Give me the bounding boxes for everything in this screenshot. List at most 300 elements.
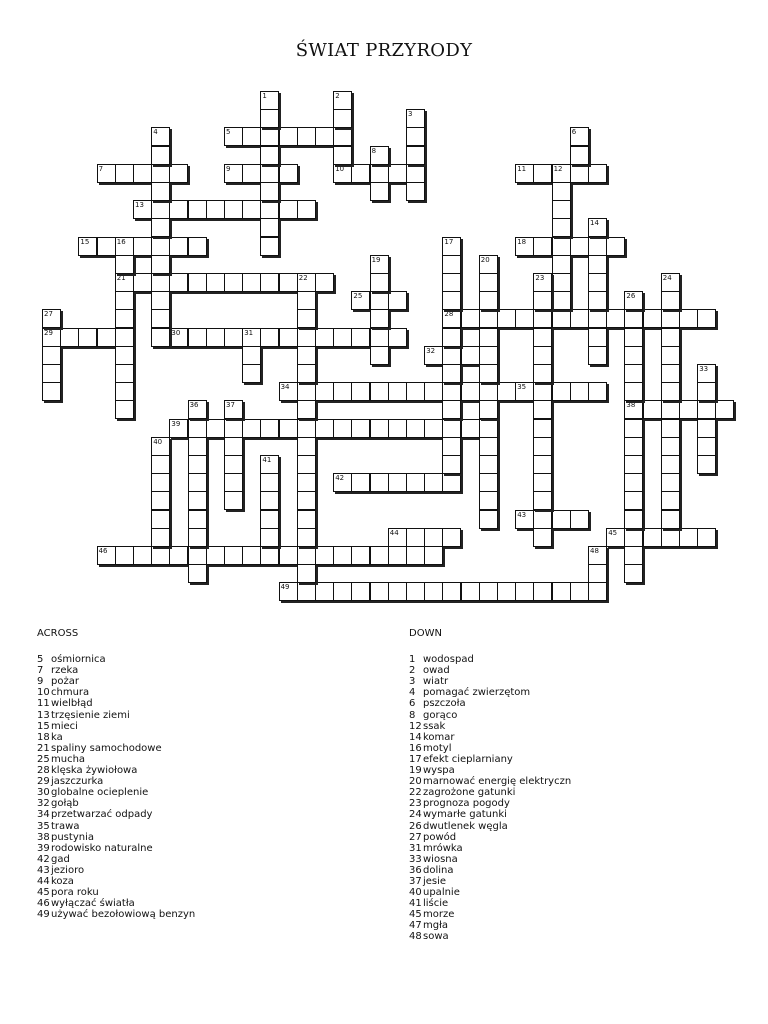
crossword-cell[interactable] [533, 510, 552, 529]
crossword-cell[interactable] [370, 582, 389, 601]
crossword-cell[interactable] [133, 273, 152, 292]
crossword-cell[interactable] [115, 546, 134, 565]
crossword-cell[interactable] [151, 237, 170, 256]
crossword-cell[interactable] [333, 546, 352, 565]
crossword-cell[interactable] [188, 200, 207, 219]
crossword-cell[interactable] [315, 273, 334, 292]
crossword-cell[interactable] [606, 237, 625, 256]
crossword-cell[interactable] [461, 309, 480, 328]
crossword-cell[interactable] [624, 564, 643, 583]
crossword-cell[interactable] [588, 255, 607, 274]
crossword-cell[interactable] [206, 419, 225, 438]
crossword-cell[interactable] [242, 273, 261, 292]
crossword-cell[interactable] [406, 146, 425, 165]
crossword-cell[interactable] [588, 273, 607, 292]
crossword-cell[interactable] [388, 528, 407, 547]
crossword-cell[interactable] [315, 127, 334, 146]
crossword-cell[interactable] [442, 419, 461, 438]
crossword-cell[interactable] [552, 218, 571, 237]
crossword-cell[interactable] [151, 473, 170, 492]
crossword-cell[interactable] [333, 164, 352, 183]
crossword-cell[interactable] [370, 382, 389, 401]
crossword-cell[interactable] [42, 328, 61, 347]
crossword-cell[interactable] [442, 328, 461, 347]
crossword-cell[interactable] [188, 237, 207, 256]
crossword-cell[interactable] [461, 346, 480, 365]
crossword-cell[interactable] [351, 546, 370, 565]
crossword-cell[interactable] [552, 510, 571, 529]
crossword-cell[interactable] [133, 164, 152, 183]
crossword-cell[interactable] [552, 255, 571, 274]
crossword-cell[interactable] [479, 400, 498, 419]
crossword-cell[interactable] [533, 164, 552, 183]
crossword-cell[interactable] [479, 255, 498, 274]
crossword-cell[interactable] [315, 328, 334, 347]
crossword-cell[interactable] [588, 582, 607, 601]
crossword-cell[interactable] [260, 473, 279, 492]
crossword-cell[interactable] [442, 455, 461, 474]
crossword-cell[interactable] [224, 473, 243, 492]
crossword-cell[interactable] [297, 419, 316, 438]
crossword-cell[interactable] [442, 237, 461, 256]
crossword-cell[interactable] [370, 146, 389, 165]
crossword-cell[interactable] [515, 237, 534, 256]
crossword-cell[interactable] [570, 510, 589, 529]
crossword-cell[interactable] [370, 346, 389, 365]
crossword-cell[interactable] [442, 437, 461, 456]
crossword-cell[interactable] [406, 182, 425, 201]
crossword-cell[interactable] [151, 455, 170, 474]
crossword-cell[interactable] [588, 218, 607, 237]
crossword-cell[interactable] [697, 309, 716, 328]
crossword-cell[interactable] [624, 419, 643, 438]
crossword-cell[interactable] [661, 528, 680, 547]
crossword-cell[interactable] [424, 382, 443, 401]
crossword-cell[interactable] [151, 255, 170, 274]
crossword-cell[interactable] [297, 273, 316, 292]
crossword-cell[interactable] [260, 182, 279, 201]
crossword-cell[interactable] [115, 291, 134, 310]
crossword-cell[interactable] [133, 200, 152, 219]
crossword-cell[interactable] [588, 546, 607, 565]
crossword-cell[interactable] [643, 400, 662, 419]
crossword-cell[interactable] [260, 328, 279, 347]
crossword-cell[interactable] [661, 328, 680, 347]
crossword-cell[interactable] [97, 164, 116, 183]
crossword-cell[interactable] [151, 218, 170, 237]
crossword-cell[interactable] [442, 255, 461, 274]
crossword-cell[interactable] [497, 309, 516, 328]
crossword-cell[interactable] [260, 109, 279, 128]
crossword-cell[interactable] [661, 491, 680, 510]
crossword-cell[interactable] [224, 546, 243, 565]
crossword-cell[interactable] [297, 364, 316, 383]
crossword-cell[interactable] [351, 419, 370, 438]
crossword-cell[interactable] [679, 400, 698, 419]
crossword-cell[interactable] [533, 400, 552, 419]
crossword-cell[interactable] [370, 164, 389, 183]
crossword-cell[interactable] [406, 546, 425, 565]
crossword-cell[interactable] [661, 400, 680, 419]
crossword-cell[interactable] [188, 328, 207, 347]
crossword-cell[interactable] [297, 291, 316, 310]
crossword-cell[interactable] [570, 237, 589, 256]
crossword-cell[interactable] [533, 328, 552, 347]
crossword-cell[interactable] [297, 346, 316, 365]
crossword-cell[interactable] [151, 546, 170, 565]
crossword-cell[interactable] [479, 437, 498, 456]
crossword-cell[interactable] [224, 164, 243, 183]
crossword-cell[interactable] [42, 346, 61, 365]
crossword-cell[interactable] [552, 182, 571, 201]
crossword-cell[interactable] [297, 382, 316, 401]
crossword-cell[interactable] [151, 164, 170, 183]
crossword-cell[interactable] [370, 291, 389, 310]
crossword-cell[interactable] [406, 419, 425, 438]
crossword-cell[interactable] [224, 127, 243, 146]
crossword-cell[interactable] [370, 328, 389, 347]
crossword-cell[interactable] [333, 91, 352, 110]
crossword-cell[interactable] [206, 328, 225, 347]
crossword-cell[interactable] [151, 200, 170, 219]
crossword-cell[interactable] [151, 510, 170, 529]
crossword-cell[interactable] [297, 564, 316, 583]
crossword-cell[interactable] [533, 419, 552, 438]
crossword-cell[interactable] [661, 309, 680, 328]
crossword-cell[interactable] [679, 528, 698, 547]
crossword-cell[interactable] [370, 273, 389, 292]
crossword-cell[interactable] [406, 109, 425, 128]
crossword-cell[interactable] [661, 273, 680, 292]
crossword-cell[interactable] [115, 164, 134, 183]
crossword-cell[interactable] [479, 291, 498, 310]
crossword-cell[interactable] [533, 346, 552, 365]
crossword-cell[interactable] [279, 273, 298, 292]
crossword-cell[interactable] [461, 419, 480, 438]
crossword-cell[interactable] [661, 364, 680, 383]
crossword-cell[interactable] [151, 146, 170, 165]
crossword-cell[interactable] [533, 582, 552, 601]
crossword-cell[interactable] [242, 328, 261, 347]
crossword-cell[interactable] [388, 291, 407, 310]
crossword-cell[interactable] [643, 309, 662, 328]
crossword-cell[interactable] [679, 309, 698, 328]
crossword-cell[interactable] [643, 528, 662, 547]
crossword-cell[interactable] [442, 309, 461, 328]
crossword-cell[interactable] [188, 491, 207, 510]
crossword-cell[interactable] [697, 382, 716, 401]
crossword-cell[interactable] [151, 328, 170, 347]
crossword-cell[interactable] [188, 510, 207, 529]
crossword-cell[interactable] [260, 200, 279, 219]
crossword-cell[interactable] [151, 309, 170, 328]
crossword-cell[interactable] [697, 455, 716, 474]
crossword-cell[interactable] [515, 582, 534, 601]
crossword-cell[interactable] [515, 309, 534, 328]
crossword-cell[interactable] [479, 455, 498, 474]
crossword-cell[interactable] [479, 309, 498, 328]
crossword-cell[interactable] [97, 546, 116, 565]
crossword-cell[interactable] [260, 218, 279, 237]
crossword-cell[interactable] [333, 419, 352, 438]
crossword-cell[interactable] [442, 400, 461, 419]
crossword-cell[interactable] [424, 528, 443, 547]
crossword-cell[interactable] [697, 400, 716, 419]
crossword-cell[interactable] [97, 237, 116, 256]
crossword-cell[interactable] [279, 419, 298, 438]
crossword-cell[interactable] [624, 491, 643, 510]
crossword-cell[interactable] [370, 546, 389, 565]
crossword-cell[interactable] [151, 273, 170, 292]
crossword-cell[interactable] [406, 164, 425, 183]
crossword-cell[interactable] [351, 473, 370, 492]
crossword-cell[interactable] [479, 419, 498, 438]
crossword-cell[interactable] [224, 437, 243, 456]
crossword-cell[interactable] [533, 273, 552, 292]
crossword-cell[interactable] [588, 328, 607, 347]
crossword-cell[interactable] [624, 346, 643, 365]
crossword-cell[interactable] [351, 328, 370, 347]
crossword-cell[interactable] [624, 328, 643, 347]
crossword-cell[interactable] [697, 437, 716, 456]
crossword-cell[interactable] [624, 473, 643, 492]
crossword-cell[interactable] [442, 346, 461, 365]
crossword-cell[interactable] [279, 382, 298, 401]
crossword-cell[interactable] [242, 127, 261, 146]
crossword-cell[interactable] [370, 473, 389, 492]
crossword-cell[interactable] [697, 364, 716, 383]
crossword-cell[interactable] [570, 382, 589, 401]
crossword-cell[interactable] [242, 419, 261, 438]
crossword-cell[interactable] [169, 328, 188, 347]
crossword-cell[interactable] [279, 328, 298, 347]
crossword-cell[interactable] [552, 382, 571, 401]
crossword-cell[interactable] [297, 510, 316, 529]
crossword-cell[interactable] [424, 346, 443, 365]
crossword-cell[interactable] [333, 473, 352, 492]
crossword-cell[interactable] [479, 273, 498, 292]
crossword-cell[interactable] [533, 364, 552, 383]
crossword-cell[interactable] [297, 528, 316, 547]
crossword-cell[interactable] [188, 546, 207, 565]
crossword-cell[interactable] [333, 582, 352, 601]
crossword-cell[interactable] [406, 582, 425, 601]
crossword-cell[interactable] [333, 109, 352, 128]
crossword-cell[interactable] [206, 546, 225, 565]
crossword-cell[interactable] [515, 382, 534, 401]
crossword-cell[interactable] [224, 200, 243, 219]
crossword-cell[interactable] [552, 291, 571, 310]
crossword-cell[interactable] [388, 546, 407, 565]
crossword-cell[interactable] [297, 200, 316, 219]
crossword-cell[interactable] [552, 200, 571, 219]
crossword-cell[interactable] [260, 273, 279, 292]
crossword-cell[interactable] [497, 382, 516, 401]
crossword-cell[interactable] [442, 528, 461, 547]
crossword-cell[interactable] [115, 400, 134, 419]
crossword-cell[interactable] [515, 510, 534, 529]
crossword-cell[interactable] [479, 382, 498, 401]
crossword-cell[interactable] [297, 546, 316, 565]
crossword-cell[interactable] [115, 237, 134, 256]
crossword-cell[interactable] [624, 546, 643, 565]
crossword-cell[interactable] [224, 419, 243, 438]
crossword-cell[interactable] [242, 546, 261, 565]
crossword-cell[interactable] [388, 328, 407, 347]
crossword-cell[interactable] [533, 291, 552, 310]
crossword-cell[interactable] [151, 182, 170, 201]
crossword-cell[interactable] [588, 164, 607, 183]
crossword-cell[interactable] [479, 582, 498, 601]
crossword-cell[interactable] [588, 309, 607, 328]
crossword-cell[interactable] [570, 127, 589, 146]
crossword-cell[interactable] [479, 510, 498, 529]
crossword-cell[interactable] [661, 346, 680, 365]
crossword-cell[interactable] [333, 127, 352, 146]
crossword-cell[interactable] [533, 437, 552, 456]
crossword-cell[interactable] [242, 200, 261, 219]
crossword-cell[interactable] [115, 273, 134, 292]
crossword-cell[interactable] [151, 437, 170, 456]
crossword-cell[interactable] [461, 382, 480, 401]
crossword-cell[interactable] [479, 346, 498, 365]
crossword-cell[interactable] [715, 400, 734, 419]
crossword-cell[interactable] [260, 419, 279, 438]
crossword-cell[interactable] [697, 528, 716, 547]
crossword-cell[interactable] [260, 455, 279, 474]
crossword-cell[interactable] [260, 546, 279, 565]
crossword-cell[interactable] [479, 473, 498, 492]
crossword-cell[interactable] [552, 582, 571, 601]
crossword-cell[interactable] [315, 419, 334, 438]
crossword-cell[interactable] [606, 309, 625, 328]
crossword-cell[interactable] [206, 200, 225, 219]
crossword-cell[interactable] [388, 382, 407, 401]
crossword-cell[interactable] [224, 273, 243, 292]
crossword-cell[interactable] [315, 582, 334, 601]
crossword-cell[interactable] [570, 146, 589, 165]
crossword-cell[interactable] [42, 364, 61, 383]
crossword-cell[interactable] [260, 510, 279, 529]
crossword-cell[interactable] [260, 237, 279, 256]
crossword-cell[interactable] [588, 564, 607, 583]
crossword-cell[interactable] [370, 309, 389, 328]
crossword-cell[interactable] [624, 528, 643, 547]
crossword-cell[interactable] [279, 200, 298, 219]
crossword-cell[interactable] [370, 419, 389, 438]
crossword-cell[interactable] [661, 437, 680, 456]
crossword-cell[interactable] [570, 582, 589, 601]
crossword-cell[interactable] [406, 473, 425, 492]
crossword-cell[interactable] [60, 328, 79, 347]
crossword-cell[interactable] [552, 237, 571, 256]
crossword-cell[interactable] [388, 419, 407, 438]
crossword-cell[interactable] [442, 582, 461, 601]
crossword-cell[interactable] [260, 91, 279, 110]
crossword-cell[interactable] [279, 546, 298, 565]
crossword-cell[interactable] [260, 491, 279, 510]
crossword-cell[interactable] [406, 528, 425, 547]
crossword-cell[interactable] [133, 546, 152, 565]
crossword-cell[interactable] [260, 164, 279, 183]
crossword-cell[interactable] [624, 400, 643, 419]
crossword-cell[interactable] [188, 455, 207, 474]
crossword-cell[interactable] [260, 127, 279, 146]
crossword-cell[interactable] [624, 382, 643, 401]
crossword-cell[interactable] [188, 473, 207, 492]
crossword-cell[interactable] [388, 164, 407, 183]
crossword-cell[interactable] [169, 546, 188, 565]
crossword-cell[interactable] [42, 382, 61, 401]
crossword-cell[interactable] [424, 473, 443, 492]
crossword-cell[interactable] [206, 273, 225, 292]
crossword-cell[interactable] [624, 291, 643, 310]
crossword-cell[interactable] [169, 237, 188, 256]
crossword-cell[interactable] [533, 309, 552, 328]
crossword-cell[interactable] [533, 491, 552, 510]
crossword-cell[interactable] [224, 328, 243, 347]
crossword-cell[interactable] [624, 309, 643, 328]
crossword-cell[interactable] [370, 182, 389, 201]
crossword-cell[interactable] [188, 419, 207, 438]
crossword-cell[interactable] [315, 382, 334, 401]
crossword-cell[interactable] [588, 382, 607, 401]
crossword-cell[interactable] [169, 419, 188, 438]
crossword-cell[interactable] [424, 546, 443, 565]
crossword-cell[interactable] [479, 328, 498, 347]
crossword-cell[interactable] [151, 127, 170, 146]
crossword-cell[interactable] [424, 419, 443, 438]
crossword-cell[interactable] [151, 528, 170, 547]
crossword-cell[interactable] [661, 419, 680, 438]
crossword-cell[interactable] [515, 164, 534, 183]
crossword-cell[interactable] [279, 582, 298, 601]
crossword-cell[interactable] [661, 291, 680, 310]
crossword-cell[interactable] [297, 328, 316, 347]
crossword-cell[interactable] [442, 473, 461, 492]
crossword-cell[interactable] [242, 164, 261, 183]
crossword-cell[interactable] [570, 164, 589, 183]
crossword-cell[interactable] [588, 237, 607, 256]
crossword-cell[interactable] [169, 164, 188, 183]
crossword-cell[interactable] [169, 273, 188, 292]
crossword-cell[interactable] [333, 146, 352, 165]
crossword-cell[interactable] [188, 273, 207, 292]
crossword-cell[interactable] [97, 328, 116, 347]
crossword-cell[interactable] [661, 455, 680, 474]
crossword-cell[interactable] [442, 364, 461, 383]
crossword-cell[interactable] [388, 473, 407, 492]
crossword-cell[interactable] [479, 491, 498, 510]
crossword-cell[interactable] [552, 273, 571, 292]
crossword-cell[interactable] [406, 127, 425, 146]
crossword-cell[interactable] [624, 455, 643, 474]
crossword-cell[interactable] [115, 255, 134, 274]
crossword-cell[interactable] [570, 309, 589, 328]
crossword-cell[interactable] [169, 200, 188, 219]
crossword-cell[interactable] [297, 491, 316, 510]
crossword-cell[interactable] [442, 291, 461, 310]
crossword-cell[interactable] [260, 146, 279, 165]
crossword-cell[interactable] [351, 382, 370, 401]
crossword-cell[interactable] [297, 400, 316, 419]
crossword-cell[interactable] [497, 582, 516, 601]
crossword-cell[interactable] [351, 582, 370, 601]
crossword-cell[interactable] [333, 328, 352, 347]
crossword-cell[interactable] [115, 328, 134, 347]
crossword-cell[interactable] [224, 400, 243, 419]
crossword-cell[interactable] [297, 127, 316, 146]
